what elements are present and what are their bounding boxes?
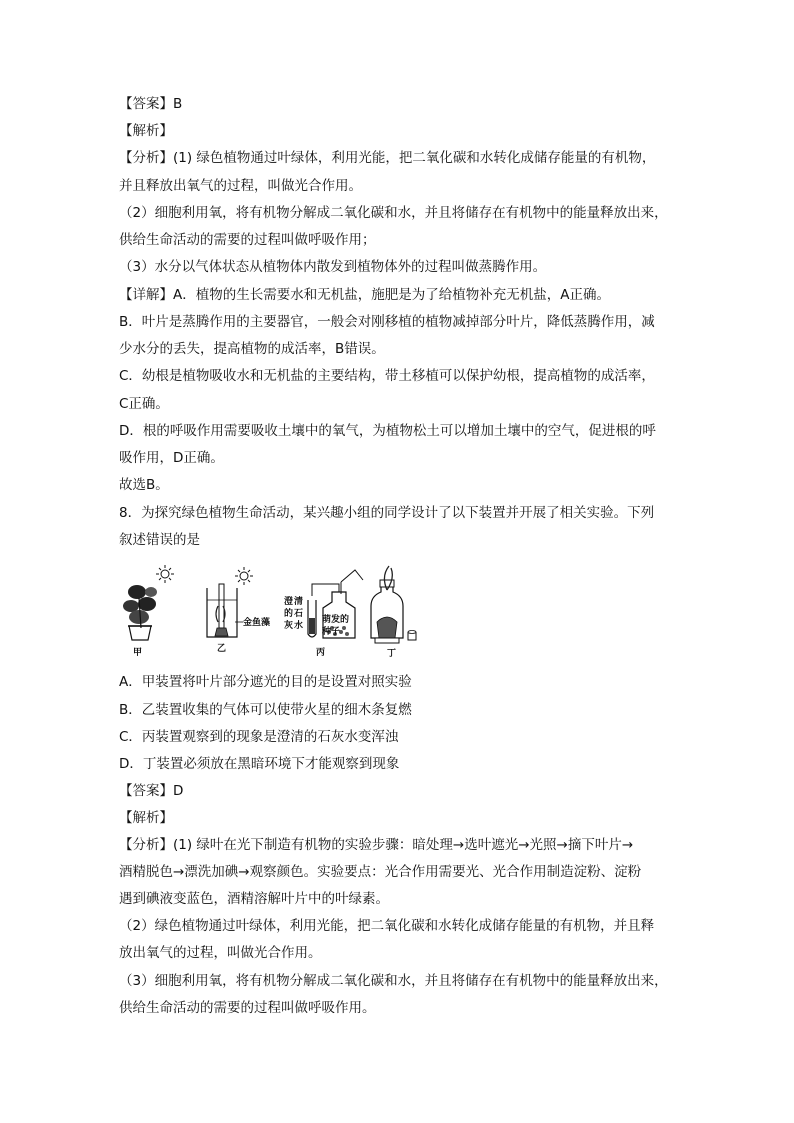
q7-analysis-heading: 【解析】 xyxy=(119,123,173,139)
apparatus-jia xyxy=(123,565,174,658)
q8-analysis-line-4: （2）绿色植物通过叶绿体，利用光能，把二氧化碳和水转化成储存能量的有机物，并且释 xyxy=(119,918,655,934)
q8-analysis-line-6: （3）细胞利用氧，将有机物分解成二氧化碳和水，并且将储存在有机物中的能量释放出来， xyxy=(119,973,668,989)
beaker-icon xyxy=(207,584,243,637)
q7-analysis-line-1: 【分析】(1) 绿色植物通过叶绿体，利用光能，把二氧化碳和水转化成储存能量的有机物， xyxy=(119,150,656,166)
q8-option-d: D．丁装置必须放在黑暗环境下才能观察到现象 xyxy=(119,756,400,772)
sun-icon xyxy=(156,565,174,583)
apparatus-bing xyxy=(284,570,363,658)
apparatus-yi xyxy=(207,567,270,654)
potted-plant-icon xyxy=(123,585,157,640)
q7-detail-line-2: B．叶片是蒸腾作用的主要器官，一般会对刚移植的植物减掉部分叶片，降低蒸腾作用，减 xyxy=(119,314,655,330)
q8-option-a: A．甲装置将叶片部分遮光的目的是设置对照实验 xyxy=(119,674,412,690)
label-seeds-1: 萌发的 xyxy=(322,615,350,625)
label-limewater-3: 的 xyxy=(284,609,294,619)
label-goldfish-weed: 金鱼藻 xyxy=(243,618,271,628)
label-limewater-1: 澄 xyxy=(284,597,294,607)
q8-analysis-line-3: 遇到碘液变蓝色，酒精溶解叶片中的叶绿素。 xyxy=(119,891,389,907)
q8-option-c: C．丙装置观察到的现象是澄清的石灰水变浑浊 xyxy=(119,729,399,745)
q7-detail-line-3: 少水分的丢失，提高植物的成活率，B错误。 xyxy=(119,341,385,357)
label-bing: 丙 xyxy=(316,648,326,658)
q7-analysis-line-3: （2）细胞利用氧，将有机物分解成二氧化碳和水，并且将储存在有机物中的能量释放出来， xyxy=(119,205,668,221)
q8-answer: 【答案】D xyxy=(119,783,184,799)
cup-icon xyxy=(408,631,416,641)
q7-analysis-line-5: （3）水分以气体状态从植物体内散发到植物体外的过程叫做蒸腾作用。 xyxy=(119,259,547,275)
label-limewater-5: 灰 xyxy=(284,621,294,631)
label-limewater-6: 水 xyxy=(294,621,304,631)
q7-detail-line-5: C正确。 xyxy=(119,396,169,412)
q8-stem-line-1: 8．为探究绿色植物生命活动，某兴趣小组的同学设计了以下装置并开展了相关实验。下列 xyxy=(119,505,655,521)
q7-detail-line-4: C．幼根是植物吸收水和无机盐的主要结构，带土移植可以保护幼根，提高植物的成活率， xyxy=(119,368,655,384)
label-ding: 丁 xyxy=(387,649,397,659)
label-jia: 甲 xyxy=(133,648,143,658)
label-seeds-2: 种子 xyxy=(322,627,341,637)
label-yi: 乙 xyxy=(217,644,227,654)
q7-detail-line-1: 【详解】A．植物的生长需要水和无机盐，施肥是为了给植物补充无机盐，A正确。 xyxy=(119,287,610,303)
q8-analysis-line-7: 供给生命活动的需要的过程叫做呼吸作用。 xyxy=(119,1000,376,1016)
q8-option-b: B．乙装置收集的气体可以使带火星的细木条复燃 xyxy=(119,702,412,718)
label-limewater-4: 石 xyxy=(294,609,304,619)
q8-analysis-heading: 【解析】 xyxy=(119,810,173,826)
q8-stem-line-2: 叙述错误的是 xyxy=(119,532,200,548)
q7-analysis-line-4: 供给生命活动的需要的过程叫做呼吸作用； xyxy=(119,232,376,248)
q7-analysis-line-2: 并且释放出氧气的过程，叫做光合作用。 xyxy=(119,178,362,194)
q7-conclusion: 故选B。 xyxy=(119,477,169,493)
apparatus-ding xyxy=(371,566,416,659)
experiment-apparatus-figure xyxy=(119,562,419,660)
label-limewater-2: 清 xyxy=(294,597,304,607)
q7-detail-line-7: 吸作用，D正确。 xyxy=(119,450,224,466)
sun-icon xyxy=(235,567,253,585)
q8-analysis-line-2: 酒精脱色→漂洗加碘→观察颜色。实验要点：光合作用需要光、光合作用制造淀粉、淀粉 xyxy=(119,864,642,880)
bell-jar-icon xyxy=(371,566,403,643)
q8-analysis-line-1: 【分析】(1) 绿叶在光下制造有机物的实验步骤：暗处理→选叶遮光→光照→摘下叶片→ xyxy=(119,837,634,853)
q7-detail-line-6: D．根的呼吸作用需要吸收土壤中的氧气，为植物松土可以增加土壤中的空气，促进根的呼 xyxy=(119,423,656,439)
q7-answer: 【答案】B xyxy=(119,96,183,112)
q8-analysis-line-5: 放出氧气的过程，叫做光合作用。 xyxy=(119,945,322,961)
